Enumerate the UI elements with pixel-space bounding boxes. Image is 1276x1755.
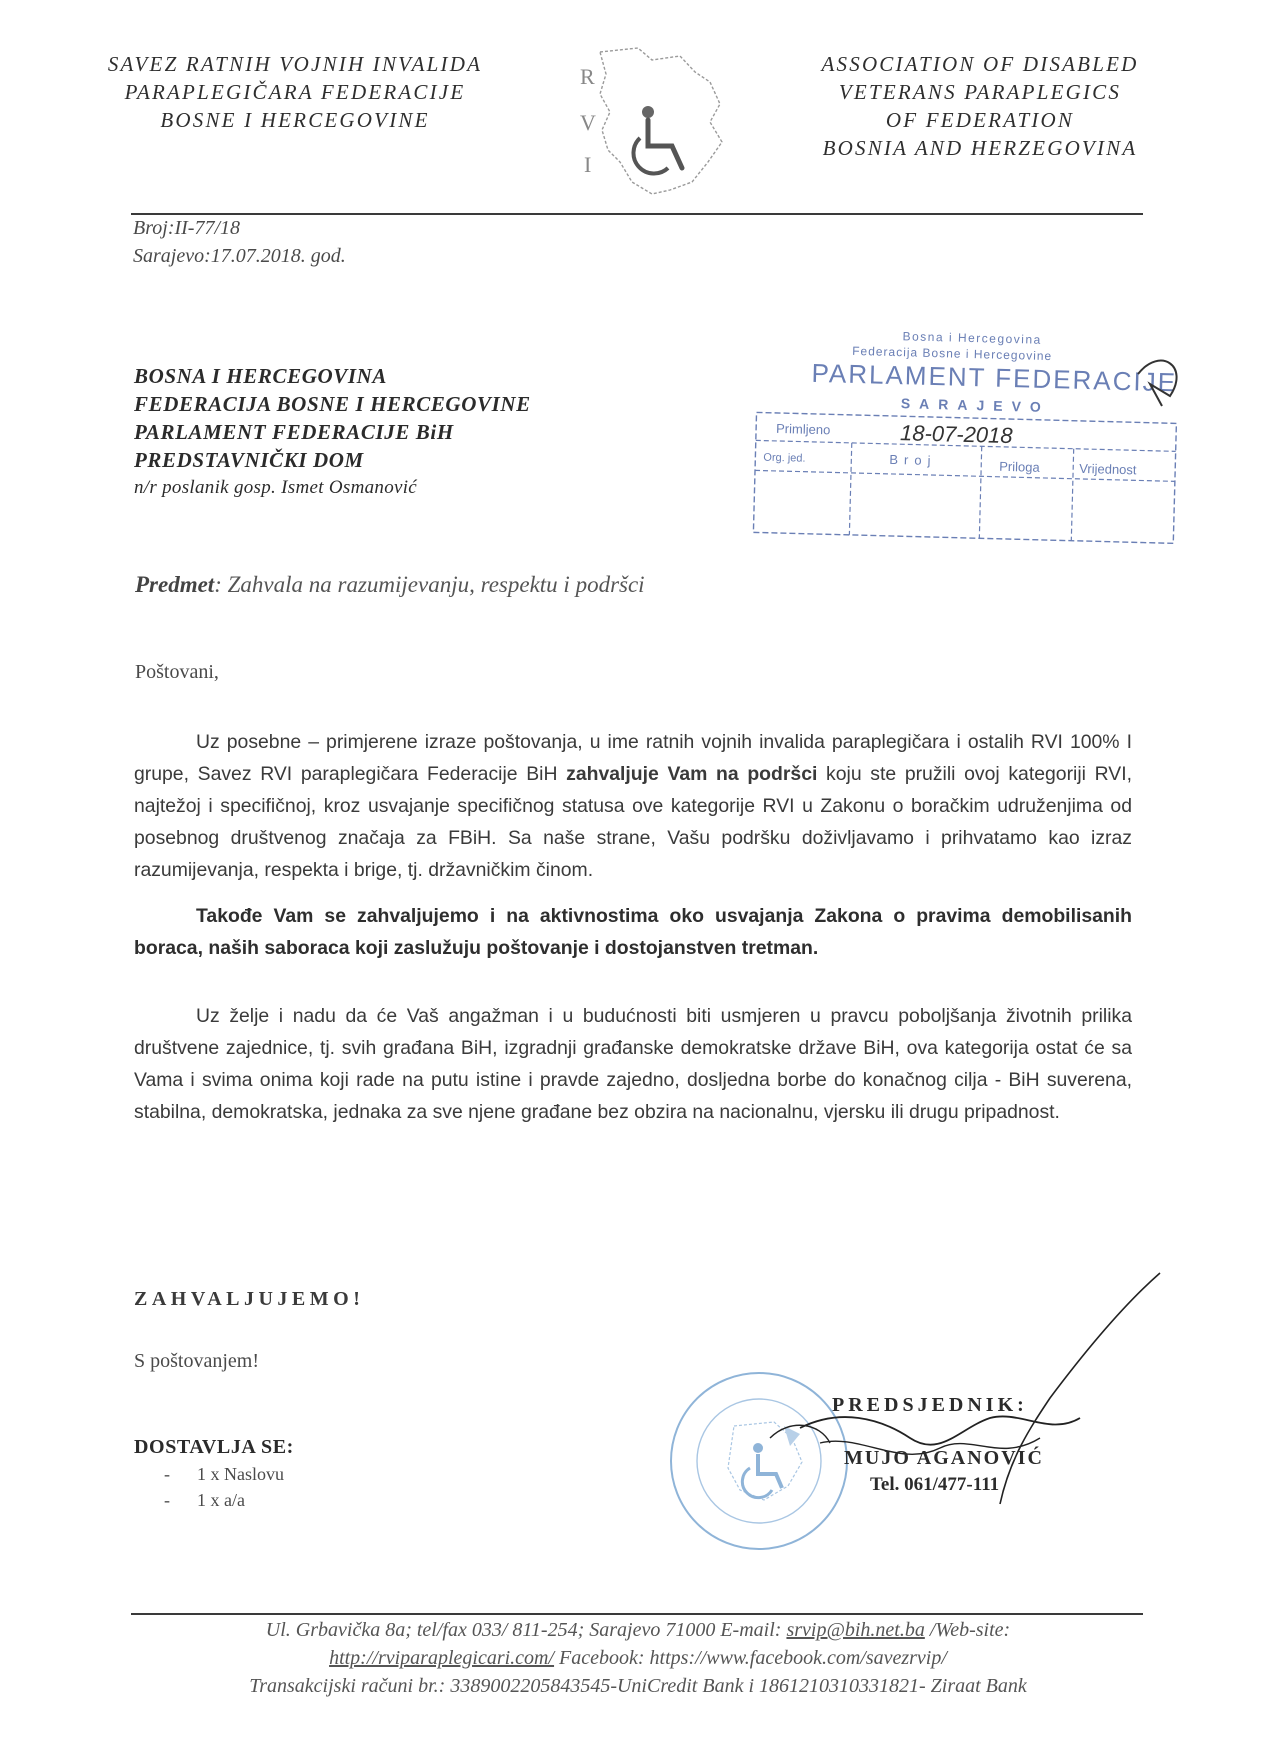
closing-thanks: ZAHVALJUJEMO! [134,1288,365,1310]
stamp-text: Federacija Bosne i Hercegovine [852,343,1053,364]
paragraph-demobilized: Takođe Vam se zahvaljujemo i na aktivnostima oko usvajanja Zakona o pravima demobilisanih boraca, naših saboraca koji zaslužuju poštovanje i dostojanstven tretman. [134,905,1132,959]
org-name-line: ASSOCIATION OF DISABLED [821,52,1139,76]
org-name-line: OF FEDERATION [885,108,1075,132]
recipient-line: FEDERACIJA BOSNE I HERCEGOVINE [134,392,531,416]
stamp-label: Priloga [999,458,1040,475]
regards: S poštovanjem! [134,1350,259,1372]
emphasis: zahvaljuje Vam na podršci [566,763,818,785]
email-link[interactable]: srvip@bih.net.ba [786,1619,925,1641]
footer-accounts: Transakcijski računi br.: 3389002205843545-UniCredit Bank i 1861210310331821- Ziraat Bank [249,1675,1027,1697]
recipient-block [134,362,531,502]
org-name-local [60,50,530,134]
paragraph-thanks: Uz posebne – primjerene izraze poštovanja, u ime ratnih vojnih invalida paraplegičara i ostalih RVI 100% I grupe, Savez RVI paraplegičara Federacije BiH zahvaljuje Vam na podršci koju ste pružili ovoj kategoriji RVI, najtežoj i specifičnoj, kroz usvajanje specifičnog statusa ove kategorije RVI u Zakonu o boračkim udruženjima od posebnog društvenog značaja za FBiH. Sa naše strane, Vašu podršku doživljavamo i prihvatamo kao izraz razumijevanja, respekta i brige, tj. državničkim činom. [134,731,1132,881]
org-name-english [785,50,1175,162]
stamp-text: SARAJEVO [900,395,1051,416]
recipient-line: BOSNA I HERCEGOVINA [134,364,387,388]
header-divider [131,213,1143,215]
delivery-list [134,1436,294,1513]
signature-role: PREDSJEDNIK: [832,1394,1028,1416]
footer-web-line [60,1644,1216,1672]
signature-name: MUJO AGANOVIĆ [844,1447,1044,1469]
recipient-line: PARLAMENT FEDERACIJE BiH [134,420,454,444]
subject-text: Zahvala na razumijevanju, respektu i podršci [227,572,645,597]
stamp-label: Primljeno [775,420,831,438]
stamp-text: Bosna i Hercegovina [902,329,1042,347]
subject-line: Predmet: Zahvala na razumijevanju, respektu i podršci [135,572,645,597]
logo-letter: R [580,64,595,89]
website-link[interactable]: http://rviparaplegicari.com/ [329,1647,555,1669]
org-name-line: BOSNE I HERCEGOVINE [160,108,430,132]
org-name-line: BOSNIA AND HERZEGOVINA [822,136,1138,160]
logo-letter: V [580,110,596,135]
footer-divider [131,1613,1143,1615]
signature-phone: Tel. 061/477-111 [870,1474,1000,1495]
recipient-attention: n/r poslanik gosp. Ismet Osmanović [134,477,418,498]
subject-label: Predmet [135,572,215,597]
salutation: Poštovani, [135,661,219,683]
place-date: Sarajevo:17.07.2018. god. [133,245,346,267]
delivery-title: DOSTAVLJA SE: [134,1436,294,1458]
footer-address-line: Ul. Grbavička 8a; tel/fax 033/ 811-254; Sarajevo 71000 E-mail: srvip@bih.net.ba /Web-site: [265,1619,1011,1641]
org-name-line: PARAPLEGIČARA FEDERACIJE [124,80,466,104]
signature-block [798,1394,1044,1496]
footer [60,1616,1216,1700]
org-name-line: VETERANS PARAPLEGICS [838,80,1122,104]
stamp-label: Vrijednost [1078,460,1137,478]
document-number: Broj:II-77/18 [133,217,241,239]
stamp-text: PARLAMENT FEDERACIJE [811,357,1178,398]
delivery-item: - 1 x Naslovu [164,1464,284,1484]
facebook-link[interactable]: Facebook: https://www.facebook.com/savezrvip/ [554,1647,947,1669]
stamp-label: Org. jed. [763,451,806,465]
stamp-label: Broj [889,451,937,469]
stamp-received-date: 18-07-2018 [899,420,1013,449]
delivery-item: - 1 x a/a [164,1490,245,1510]
org-logo [560,42,750,202]
received-stamp [750,326,1190,548]
paragraph-wishes: Uz želje i nadu da će Vaš angažman i u budućnosti biti usmjeren u pravcu poboljšanja životnih prilika društvene zajednice, tj. svih građana BiH, izgradnji građanske demokratske države BiH, ova kategorija ostat će sa Vama i svima onima koji rade na putu istine i pravde zajedno, dosljedna borbe do konačnog cilja - BiH suverena, stabilna, demokratska, jednaka za sve njene građane bez obzira na nacionalnu, vjersku ili drugu pripadnost. [134,1005,1132,1123]
org-name-line: SAVEZ RATNIH VOJNIH INVALIDA [107,52,483,76]
logo-letter: I [584,152,592,177]
recipient-line: PREDSTAVNIČKI DOM [134,448,364,472]
letter-body [134,726,1132,1128]
